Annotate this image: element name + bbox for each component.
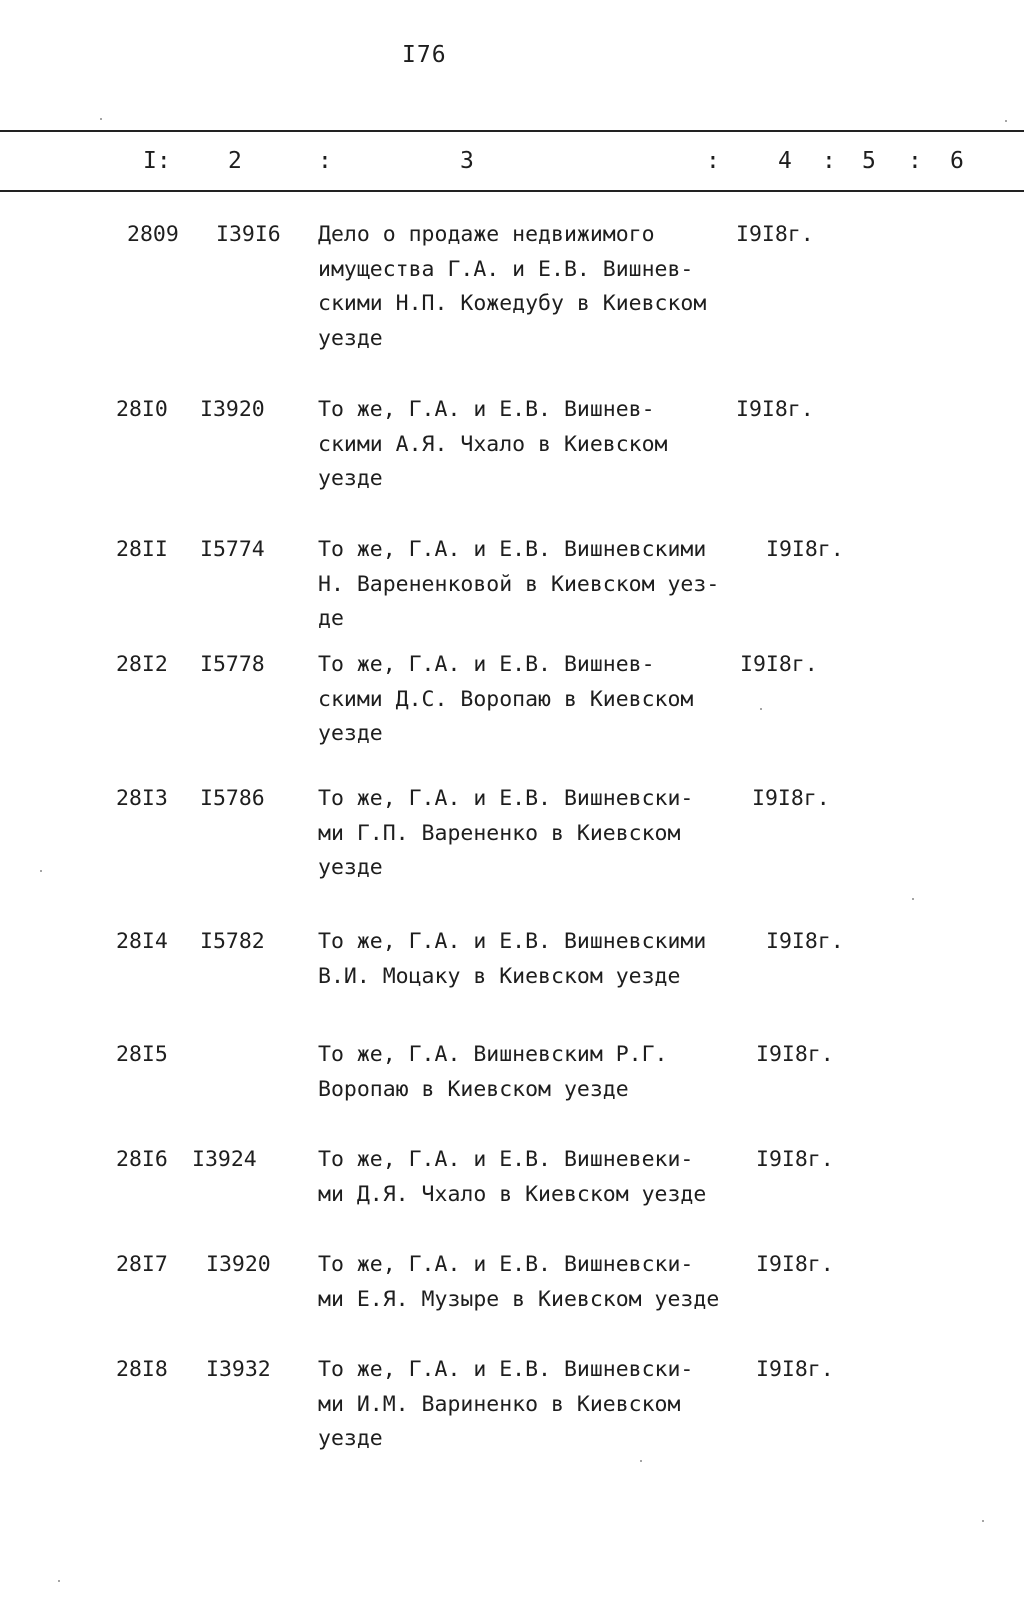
item-number: 28I3	[116, 786, 168, 811]
scan-speck	[58, 1580, 60, 1582]
item-description: Дело о продаже недвижимого имущества Г.А. и Е.В. Вишнев- скими Н.П. Кожедубу в Киевском уезде	[318, 222, 707, 351]
item-description: То же, Г.А. и Е.В. Вишневскими В.И. Моцаку в Киевском уезде	[318, 929, 707, 989]
item-number: 28I8	[116, 1357, 168, 1382]
column-header-6: 6	[950, 148, 964, 174]
item-year: I9I8г.	[766, 537, 844, 562]
item-number: 28I0	[116, 397, 168, 422]
item-code: I3920	[206, 1252, 271, 1277]
item-code: I5778	[200, 652, 265, 677]
item-description: То же, Г.А. и Е.В. Вишневски- ми И.М. Вариненко в Киевском уезде	[318, 1357, 694, 1451]
page-number: I76	[402, 42, 447, 68]
item-year: I9I8г.	[756, 1357, 834, 1382]
item-year: I9I8г.	[752, 786, 830, 811]
item-number: 28II	[116, 537, 168, 562]
scan-speck	[1005, 120, 1007, 122]
scan-speck	[760, 708, 762, 710]
item-description: То же, Г.А. и Е.В. Вишневски- ми Е.Я. Музыре в Киевском уезде	[318, 1252, 720, 1312]
item-description: То же, Г.А. и Е.В. Вишнев- скими Д.С. Воропаю в Киевском уезде	[318, 652, 694, 746]
item-code: I3920	[200, 397, 265, 422]
column-separator: :	[822, 148, 836, 174]
header-rule-top	[0, 130, 1024, 132]
item-description: То же, Г.А. Вишневским Р.Г. Воропаю в Киевском уезде	[318, 1042, 668, 1102]
scan-speck	[982, 1520, 984, 1522]
item-code: I3924	[192, 1147, 257, 1172]
column-separator: :	[706, 148, 720, 174]
item-description: То же, Г.А. и Е.В. Вишневеки- ми Д.Я. Чхало в Киевском уезде	[318, 1147, 707, 1207]
column-separator: :	[318, 148, 332, 174]
item-year: I9I8г.	[736, 222, 814, 247]
item-number: 28I6	[116, 1147, 168, 1172]
column-header-3: 3	[460, 148, 474, 174]
item-number: 28I2	[116, 652, 168, 677]
item-description: То же, Г.А. и Е.В. Вишневскими Н. Варененковой в Киевском уез- де	[318, 537, 720, 631]
item-year: I9I8г.	[756, 1042, 834, 1067]
item-code: I5786	[200, 786, 265, 811]
item-year: I9I8г.	[736, 397, 814, 422]
item-code: I3932	[206, 1357, 271, 1382]
item-number: 2809	[127, 222, 179, 247]
item-description: То же, Г.А. и Е.В. Вишнев- скими А.Я. Чхало в Киевском уезде	[318, 397, 668, 491]
item-year: I9I8г.	[740, 652, 818, 677]
column-separator: :	[908, 148, 922, 174]
item-year: I9I8г.	[756, 1147, 834, 1172]
scan-speck	[640, 1460, 642, 1462]
scan-speck	[40, 870, 42, 872]
item-code: I5782	[200, 929, 265, 954]
item-description: То же, Г.А. и Е.В. Вишневски- ми Г.П. Варененко в Киевском уезде	[318, 786, 694, 880]
item-year: I9I8г.	[756, 1252, 834, 1277]
column-header-1: I:	[143, 148, 171, 174]
header-rule-bottom	[0, 190, 1024, 192]
scan-speck	[912, 898, 914, 900]
column-header-4: 4	[778, 148, 792, 174]
item-code: I39I6	[216, 222, 281, 247]
item-number: 28I7	[116, 1252, 168, 1277]
item-code: I5774	[200, 537, 265, 562]
column-header-2: 2	[228, 148, 242, 174]
item-number: 28I4	[116, 929, 168, 954]
scan-speck	[100, 118, 102, 120]
column-header-5: 5	[862, 148, 876, 174]
item-number: 28I5	[116, 1042, 168, 1067]
item-year: I9I8г.	[766, 929, 844, 954]
